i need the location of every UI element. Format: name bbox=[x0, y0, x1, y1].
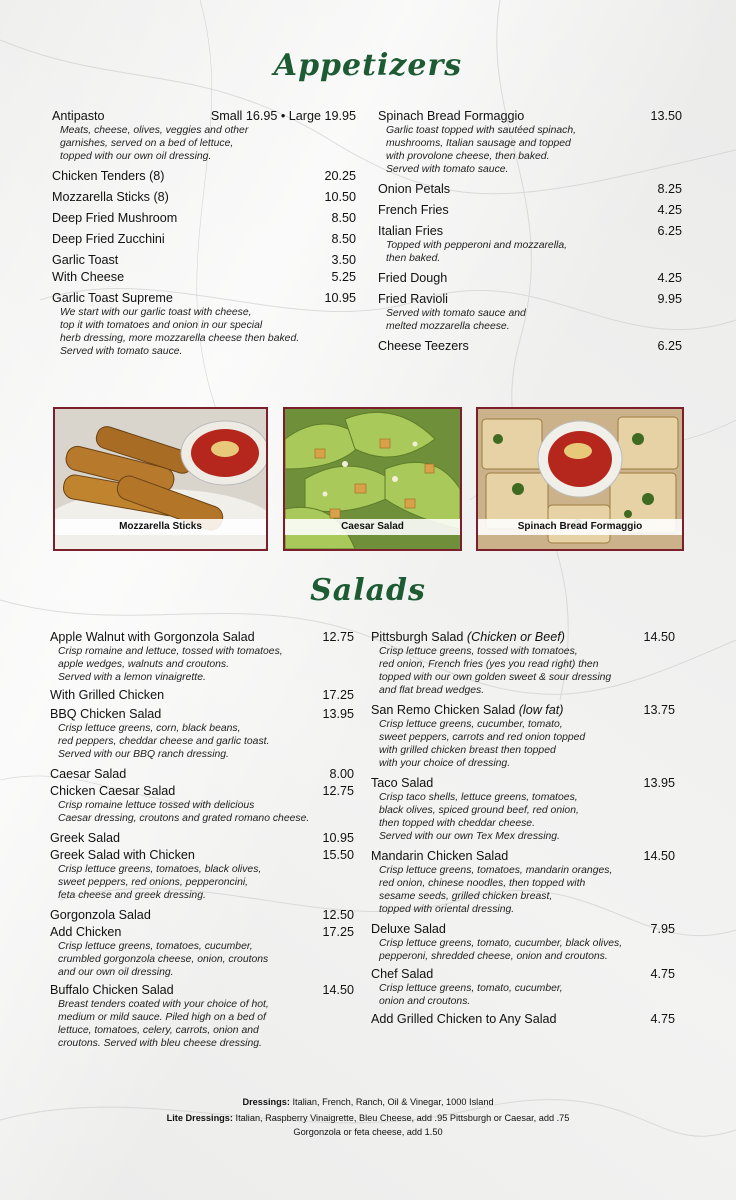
menu-item-name-text: Mandarin Chicken Salad bbox=[371, 849, 509, 863]
menu-item-description: apple wedges, walnuts and croutons. bbox=[58, 659, 229, 670]
menu-item-name-text: Antipasto bbox=[52, 109, 105, 123]
menu-item-description: topped with our own golden sweet & sour dressing bbox=[379, 672, 612, 683]
menu-item-price: 4.75 bbox=[650, 1012, 675, 1026]
menu-item-row bbox=[50, 907, 354, 924]
menu-item-description: Crisp lettuce greens, corn, black beans, bbox=[58, 723, 241, 734]
menu-item-row bbox=[378, 338, 682, 355]
lite-dressings-line bbox=[0, 1112, 736, 1125]
menu-item-name bbox=[52, 189, 169, 206]
menu-item-name bbox=[50, 907, 151, 924]
menu-item-row bbox=[378, 270, 682, 287]
menu-item-price: 14.50 bbox=[322, 983, 354, 997]
menu-item bbox=[50, 783, 354, 826]
menu-item-name-text: Gorgonzola Salad bbox=[50, 908, 151, 922]
menu-item-description: lettuce, tomatoes, celery, carrots, onion and bbox=[58, 1025, 259, 1036]
menu-item bbox=[371, 921, 675, 964]
menu-item bbox=[378, 202, 682, 219]
menu-item-row bbox=[371, 848, 675, 865]
menu-item-description: Crisp romaine and lettuce, tossed with tomatoes, bbox=[58, 646, 283, 657]
menu-item-price: 15.50 bbox=[322, 848, 354, 862]
menu-item bbox=[50, 982, 354, 1051]
menu-item-row bbox=[371, 1011, 675, 1028]
menu-item-row bbox=[52, 168, 356, 185]
menu-item-description: then baked. bbox=[386, 253, 441, 264]
menu-item bbox=[52, 108, 356, 164]
menu-item-row bbox=[371, 702, 675, 719]
menu-item-description: sweet peppers, red onions, pepperoncini, bbox=[58, 877, 249, 888]
menu-item-description: red onion, chinese noodles, then topped with bbox=[379, 878, 586, 889]
photo-caesar-salad bbox=[283, 407, 462, 551]
menu-item-description: Meats, cheese, olives, veggies and other bbox=[60, 125, 249, 136]
menu-item-name bbox=[371, 921, 446, 938]
menu-item-price: 4.25 bbox=[657, 271, 682, 285]
menu-item-description: mushrooms, Italian sausage and topped bbox=[386, 138, 571, 149]
menu-item-name bbox=[52, 231, 165, 248]
menu-item-description: red peppers, cheddar cheese and garlic toast. bbox=[58, 736, 270, 747]
menu-item-name bbox=[52, 290, 173, 307]
menu-item bbox=[52, 189, 356, 206]
menu-item-description: and our own oil dressing. bbox=[58, 967, 174, 978]
menu-item-name bbox=[50, 982, 174, 999]
menu-item bbox=[371, 966, 675, 1009]
menu-item bbox=[52, 210, 356, 227]
menu-item-name-text: Garlic Toast bbox=[52, 253, 119, 267]
menu-item-name-text: Add Chicken bbox=[50, 925, 122, 939]
menu-item-description: Caesar dressing, croutons and grated romano cheese. bbox=[58, 813, 310, 824]
menu-item-name-text: Deep Fried Mushroom bbox=[52, 211, 178, 225]
menu-item-note: (Chicken or Beef) bbox=[466, 630, 565, 644]
menu-item-description: Topped with pepperoni and mozzarella, bbox=[386, 240, 567, 251]
menu-item-name bbox=[50, 687, 164, 704]
menu-item-description: Garlic toast topped with sautéed spinach, bbox=[386, 125, 577, 136]
menu-item-row bbox=[52, 252, 356, 269]
menu-item-description: herb dressing, more mozzarella cheese then baked. bbox=[60, 333, 300, 344]
menu-item-row bbox=[378, 291, 682, 308]
menu-item bbox=[50, 687, 354, 704]
menu-item-row bbox=[50, 783, 354, 800]
menu-item-price: 6.25 bbox=[657, 224, 682, 238]
menu-item-name-text: Italian Fries bbox=[378, 224, 444, 238]
menu-item-name bbox=[50, 783, 175, 800]
menu-item bbox=[371, 702, 675, 771]
menu-item-name bbox=[52, 108, 105, 125]
menu-item-name bbox=[52, 210, 177, 227]
photo-caption: Caesar Salad bbox=[285, 519, 460, 535]
menu-item-row bbox=[52, 108, 356, 125]
menu-item bbox=[378, 223, 682, 266]
menu-item-name bbox=[50, 766, 126, 783]
menu-item-row bbox=[52, 231, 356, 248]
menu-item-description: Served with tomato sauce and bbox=[386, 308, 526, 319]
menu-item-description: then topped with cheddar cheese. bbox=[379, 818, 535, 829]
dressings-list: Italian, French, Ranch, Oil & Vinegar, 1000 Island bbox=[292, 1097, 494, 1107]
salads-left-column bbox=[50, 629, 354, 1051]
menu-item-description: Crisp lettuce greens, tossed with tomatoes, bbox=[379, 646, 578, 657]
menu-item-description: medium or mild sauce. Piled high on a bed of bbox=[58, 1012, 266, 1023]
menu-item-description: black olives, spiced ground beef, red onion, bbox=[379, 805, 579, 816]
menu-item-description: with provolone cheese, then baked. bbox=[386, 151, 550, 162]
menu-item-row bbox=[50, 629, 354, 646]
menu-item-description: Crisp lettuce greens, tomatoes, mandarin oranges, bbox=[379, 865, 613, 876]
menu-item-price: 8.50 bbox=[331, 211, 356, 225]
menu-item-description: feta cheese and greek dressing. bbox=[58, 890, 206, 901]
menu-item-name-text: French Fries bbox=[378, 203, 449, 217]
menu-item bbox=[52, 290, 356, 359]
menu-item-description: top it with tomatoes and onion in our special bbox=[60, 320, 263, 331]
menu-item-description: Crisp lettuce greens, tomato, cucumber, bbox=[379, 983, 563, 994]
menu-item bbox=[371, 629, 675, 698]
menu-item bbox=[378, 108, 682, 177]
menu-item-name bbox=[52, 168, 164, 185]
menu-item-price: Small 16.95 • Large 19.95 bbox=[210, 109, 356, 123]
menu-item-row bbox=[371, 775, 675, 792]
menu-item-price: 10.50 bbox=[324, 190, 356, 204]
menu-item-price: 10.95 bbox=[324, 291, 356, 305]
menu-item-name bbox=[378, 202, 449, 219]
menu-item-row bbox=[50, 847, 354, 864]
menu-item-name-text: Deep Fried Zucchini bbox=[52, 232, 165, 246]
menu-item-price: 14.50 bbox=[643, 630, 675, 644]
menu-item-row bbox=[50, 706, 354, 723]
menu-item-name-text: Deluxe Salad bbox=[371, 922, 446, 936]
menu-item-price: 7.95 bbox=[650, 922, 675, 936]
menu-item-name-text: Greek Salad with Chicken bbox=[50, 848, 195, 862]
appetizers-right-column bbox=[378, 108, 682, 355]
menu-item bbox=[52, 252, 356, 269]
menu-item-description: sweet peppers, carrots and red onion topped bbox=[379, 732, 586, 743]
menu-item-row bbox=[378, 108, 682, 125]
menu-item-name bbox=[52, 269, 124, 286]
menu-item-name-text: Spinach Bread Formaggio bbox=[378, 109, 525, 123]
menu-item-name bbox=[378, 338, 469, 355]
menu-item-description: Served with tomato sauce. bbox=[60, 346, 183, 357]
menu-item-description: with your choice of dressing. bbox=[379, 758, 511, 769]
menu-item-price: 13.95 bbox=[322, 707, 354, 721]
menu-item-description: croutons. Served with bleu cheese dressing. bbox=[58, 1038, 262, 1049]
lite-dressings-label: Lite Dressings: bbox=[166, 1113, 233, 1123]
menu-item-price: 12.75 bbox=[322, 784, 354, 798]
menu-item-name bbox=[378, 108, 524, 125]
menu-item bbox=[50, 766, 354, 783]
menu-item-price: 8.50 bbox=[331, 232, 356, 246]
menu-item-name-text: Chicken Tenders (8) bbox=[52, 169, 165, 183]
menu-item-description: pepperoni, shredded cheese, onion and croutons. bbox=[379, 951, 608, 962]
menu-item-name-text: Greek Salad bbox=[50, 831, 121, 845]
menu-item bbox=[378, 181, 682, 198]
salads-right-column bbox=[371, 629, 675, 1028]
menu-item-name-text: Cheese Teezers bbox=[378, 339, 469, 353]
menu-item bbox=[52, 269, 356, 286]
menu-item-name-text: Chef Salad bbox=[371, 967, 434, 981]
menu-item-description: Served with tomato sauce. bbox=[386, 164, 509, 175]
menu-item-name-text: Apple Walnut with Gorgonzola Salad bbox=[50, 630, 255, 644]
menu-item-row bbox=[378, 181, 682, 198]
menu-item bbox=[378, 291, 682, 334]
menu-item-name-text: Add Grilled Chicken to Any Salad bbox=[371, 1012, 557, 1026]
menu-item-name-text: Buffalo Chicken Salad bbox=[50, 983, 174, 997]
menu-item-name bbox=[371, 848, 508, 865]
menu-item bbox=[50, 847, 354, 903]
menu-item-description: Served with our BBQ ranch dressing. bbox=[58, 749, 229, 760]
menu-item-name bbox=[52, 252, 118, 269]
menu-item-price: 12.75 bbox=[322, 630, 354, 644]
menu-item-name-text: Mozzarella Sticks (8) bbox=[52, 190, 169, 204]
menu-item-name bbox=[50, 924, 121, 941]
menu-item bbox=[50, 706, 354, 762]
menu-item-name-text: Garlic Toast Supreme bbox=[52, 291, 173, 305]
photo-caption: Mozzarella Sticks bbox=[55, 519, 266, 535]
menu-item-description: crumbled gorgonzola cheese, onion, croutons bbox=[58, 954, 269, 965]
menu-item-price: 17.25 bbox=[322, 688, 354, 702]
menu-item-price: 9.95 bbox=[657, 292, 682, 306]
menu-item-name-text: With Grilled Chicken bbox=[50, 688, 165, 702]
menu-item bbox=[50, 629, 354, 685]
menu-item-price: 13.95 bbox=[643, 776, 675, 790]
menu-item-name bbox=[371, 966, 433, 983]
menu-item-description: We start with our garlic toast with cheese, bbox=[60, 307, 252, 318]
menu-item-description: sesame seeds, grilled chicken breast, bbox=[379, 891, 553, 902]
menu-item-name-text: Pittsburgh Salad bbox=[371, 630, 464, 644]
photo-caption: Spinach Bread Formaggio bbox=[478, 519, 682, 535]
menu-item-name-text: Caesar Salad bbox=[50, 767, 127, 781]
menu-item-row bbox=[50, 830, 354, 847]
menu-item-name-text: BBQ Chicken Salad bbox=[50, 707, 162, 721]
menu-item bbox=[50, 924, 354, 980]
menu-item-description: Crisp lettuce greens, tomatoes, black olives, bbox=[58, 864, 262, 875]
menu-item-description: with grilled chicken breast then topped bbox=[379, 745, 556, 756]
menu-item-price: 4.75 bbox=[650, 967, 675, 981]
menu-item-row bbox=[50, 924, 354, 941]
menu-item-name bbox=[50, 706, 161, 723]
menu-item-description: Crisp lettuce greens, tomato, cucumber, black olives, bbox=[379, 938, 623, 949]
menu-item-price: 4.25 bbox=[657, 203, 682, 217]
photo-spinach-bread bbox=[476, 407, 684, 551]
menu-item-price: 17.25 bbox=[322, 925, 354, 939]
menu-item bbox=[371, 848, 675, 917]
salads-title: Salads bbox=[310, 573, 426, 608]
menu-item-name bbox=[371, 702, 564, 719]
menu-item-row bbox=[371, 921, 675, 938]
menu-item-name bbox=[50, 847, 195, 864]
menu-item-description: Crisp lettuce greens, cucumber, tomato, bbox=[379, 719, 563, 730]
menu-item-description: Crisp taco shells, lettuce greens, tomatoes, bbox=[379, 792, 578, 803]
photo-mozzarella-sticks bbox=[53, 407, 268, 551]
menu-item-description: Crisp lettuce greens, tomatoes, cucumber, bbox=[58, 941, 253, 952]
menu-item-price: 12.50 bbox=[322, 908, 354, 922]
menu-item-row bbox=[50, 982, 354, 999]
menu-item-row bbox=[378, 223, 682, 240]
menu-item-name-text: Onion Petals bbox=[378, 182, 451, 196]
menu-item-name-text: Fried Ravioli bbox=[378, 292, 448, 306]
menu-item-name bbox=[371, 629, 565, 646]
menu-item bbox=[371, 775, 675, 844]
menu-item-row bbox=[378, 202, 682, 219]
menu-item-description: Breast tenders coated with your choice of hot, bbox=[58, 999, 269, 1010]
menu-item-row bbox=[50, 687, 354, 704]
menu-item-price: 13.50 bbox=[650, 109, 682, 123]
menu-item-name-text: Taco Salad bbox=[371, 776, 434, 790]
menu-item-row bbox=[371, 966, 675, 983]
menu-item-row bbox=[52, 210, 356, 227]
lite-dressings-list: Italian, Raspberry Vinaigrette, Bleu Cheese, add .95 Pittsburgh or Caesar, add .75 bbox=[235, 1113, 570, 1123]
menu-item-description: Served with a lemon vinaigrette. bbox=[58, 672, 206, 683]
menu-item-price: 6.25 bbox=[657, 339, 682, 353]
menu-item-note: (low fat) bbox=[518, 703, 564, 717]
menu-item-row bbox=[52, 290, 356, 307]
menu-item-description: topped with oriental dressing. bbox=[379, 904, 515, 915]
menu-item-description: Crisp romaine lettuce tossed with delicious bbox=[58, 800, 255, 811]
menu-item-description: garnishes, served on a bed of lettuce, bbox=[60, 138, 234, 149]
menu-item-name bbox=[378, 270, 447, 287]
menu-item-description: onion and croutons. bbox=[379, 996, 471, 1007]
dressings-line bbox=[0, 1096, 736, 1109]
menu-item-price: 5.25 bbox=[331, 270, 356, 284]
menu-item-price: 14.50 bbox=[643, 849, 675, 863]
menu-item bbox=[52, 231, 356, 248]
menu-item-description: topped with our own oil dressing. bbox=[60, 151, 212, 162]
menu-item bbox=[50, 907, 354, 924]
menu-item-name-text: Chicken Caesar Salad bbox=[50, 784, 176, 798]
menu-item-name-text: With Cheese bbox=[52, 270, 125, 284]
menu-item-name bbox=[378, 291, 448, 308]
menu-item-price: 3.50 bbox=[331, 253, 356, 267]
menu-item-name bbox=[378, 181, 450, 198]
menu-item bbox=[50, 830, 354, 847]
menu-item-row bbox=[52, 269, 356, 286]
menu-item-price: 10.95 bbox=[322, 831, 354, 845]
menu-item-price: 20.25 bbox=[324, 169, 356, 183]
menu-item-name-text: San Remo Chicken Salad bbox=[371, 703, 516, 717]
menu-item-row bbox=[371, 629, 675, 646]
menu-item-description: red onion, French fries (yes you read right) then bbox=[379, 659, 599, 670]
menu-item-description: and flat bread wedges. bbox=[379, 685, 485, 696]
menu-item-price: 8.25 bbox=[657, 182, 682, 196]
menu-item-description: melted mozzarella cheese. bbox=[386, 321, 510, 332]
appetizers-left-column bbox=[52, 108, 356, 359]
appetizers-title: Appetizers bbox=[273, 48, 463, 83]
menu-item-price: 8.00 bbox=[329, 767, 354, 781]
menu-item bbox=[378, 338, 682, 355]
menu-item-name bbox=[50, 629, 255, 646]
cheese-addon-line: Gorgonzola or feta cheese, add 1.50 bbox=[293, 1127, 443, 1137]
menu-item bbox=[52, 168, 356, 185]
dressings-label: Dressings: bbox=[242, 1097, 290, 1107]
menu-item-name bbox=[50, 830, 120, 847]
menu-item-price: 13.75 bbox=[643, 703, 675, 717]
menu-item bbox=[371, 1011, 675, 1028]
menu-item-description: Served with our own Tex Mex dressing. bbox=[379, 831, 560, 842]
menu-item-name bbox=[371, 1011, 557, 1028]
menu-item-row bbox=[52, 189, 356, 206]
menu-item-name bbox=[371, 775, 433, 792]
menu-item-name-text: Fried Dough bbox=[378, 271, 448, 285]
menu-item bbox=[378, 270, 682, 287]
menu-item-name bbox=[378, 223, 443, 240]
menu-item-row bbox=[50, 766, 354, 783]
